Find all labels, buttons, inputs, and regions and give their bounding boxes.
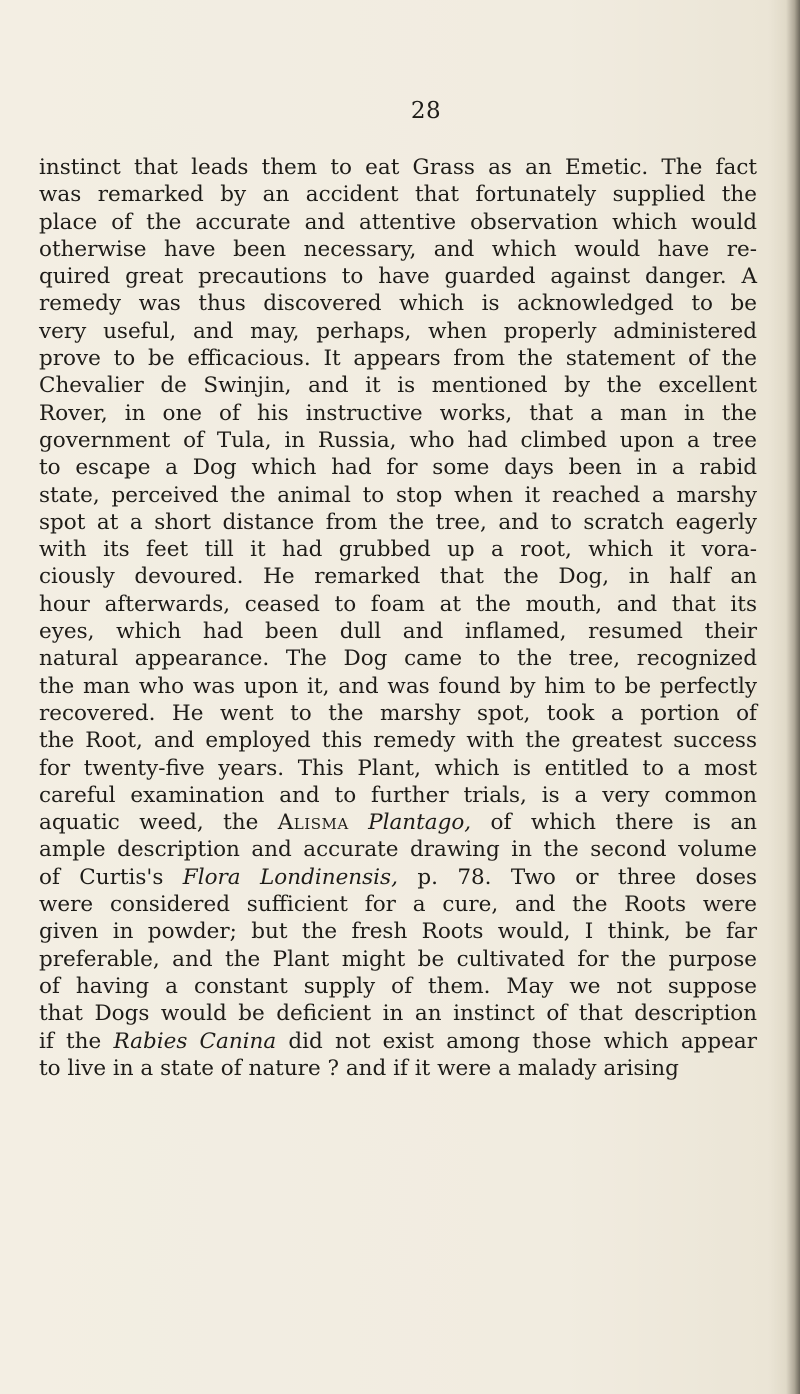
text-line: of having a constant supply of them. May we not suppose — [39, 973, 757, 999]
text-line: state, perceived the animal to stop when it reached a marshy — [39, 482, 757, 508]
text-line: Rover, in one of his instructive works, that a man in the — [39, 400, 757, 426]
text-run: did not exist among those which appear — [276, 1028, 757, 1054]
italic-book-title: Flora Londinensis, — [182, 864, 398, 890]
text-line — [39, 864, 757, 891]
text-run: of Curtis's — [39, 864, 183, 890]
text-line: very useful, and may, perhaps, when properly administered — [39, 318, 757, 344]
text-line: place of the accurate and attentive observation which would — [39, 209, 757, 235]
text-line: quired great precautions to have guarded against danger. A — [39, 264, 757, 290]
text-line: recovered. He went to the marshy spot, took a portion of — [39, 700, 757, 726]
text-line: preferable, and the Plant might be cultivated for the purpose — [39, 946, 757, 972]
text-line: prove to be efficacious. It appears from the statement of the — [39, 346, 757, 372]
text-line: that Dogs would be deficient in an instinct of that description — [39, 1001, 757, 1027]
text-run: if the — [39, 1028, 114, 1054]
italic-plant-name: Plantago, — [368, 810, 472, 836]
text-line: given in powder; but the fresh Roots would, I think, be far — [39, 919, 757, 945]
text-line: to escape a Dog which had for some days been in a rabid — [39, 455, 757, 481]
page-number: 28 — [410, 98, 442, 124]
text-line: natural appearance. The Dog came to the tree, recognized — [39, 646, 757, 672]
text-line: hour afterwards, ceased to foam at the mouth, and that its — [39, 591, 757, 617]
text-line: to live in a state of nature ? and if it were a malady arising — [39, 1055, 679, 1081]
text-run: aquatic weed, the — [39, 810, 278, 836]
text-line: were considered sufficient for a cure, and the Roots were — [39, 892, 757, 918]
text-line: government of Tula, in Russia, who had climbed upon a tree — [39, 427, 757, 453]
text-line: spot at a short distance from the tree, and to scratch eagerly — [39, 509, 757, 535]
text-line: otherwise have been necessary, and which would have re- — [39, 236, 757, 262]
text-run: of which there is an — [471, 810, 758, 836]
text-line: ample description and accurate drawing in the second volume — [39, 837, 757, 863]
text-line — [39, 1028, 757, 1055]
small-caps-plant-name: Alisma — [277, 810, 349, 836]
text-line: instinct that leads them to eat Grass as an Emetic. The fact — [39, 155, 757, 180]
text-run: p. 78. Two or three doses — [397, 864, 757, 890]
text-run — [349, 810, 368, 835]
text-line: with its feet till it had grubbed up a root, which it vora- — [39, 537, 757, 563]
text-line: the Root, and employed this remedy with the greatest success — [39, 728, 757, 754]
text-line: the man who was upon it, and was found by him to be perfectly — [39, 673, 757, 699]
text-line: remedy was thus discovered which is acknowledged to be — [39, 291, 757, 317]
text-line: careful examination and to further trials, is a very common — [39, 782, 757, 808]
page-edge-shadow — [786, 0, 800, 1394]
text-line: for twenty-five years. This Plant, which is entitled to a most — [39, 755, 757, 781]
text-line: Chevalier de Swinjin, and it is mentioned by the excellent — [39, 373, 757, 399]
italic-disease-name: Rabies Canina — [113, 1028, 277, 1054]
body-text — [39, 154, 757, 1082]
text-line: ciously devoured. He remarked that the Dog, in half an — [39, 564, 757, 590]
text-line — [39, 809, 757, 836]
text-line: eyes, which had been dull and inflamed, resumed their — [39, 619, 757, 645]
text-line: was remarked by an accident that fortunately supplied the — [39, 182, 757, 208]
